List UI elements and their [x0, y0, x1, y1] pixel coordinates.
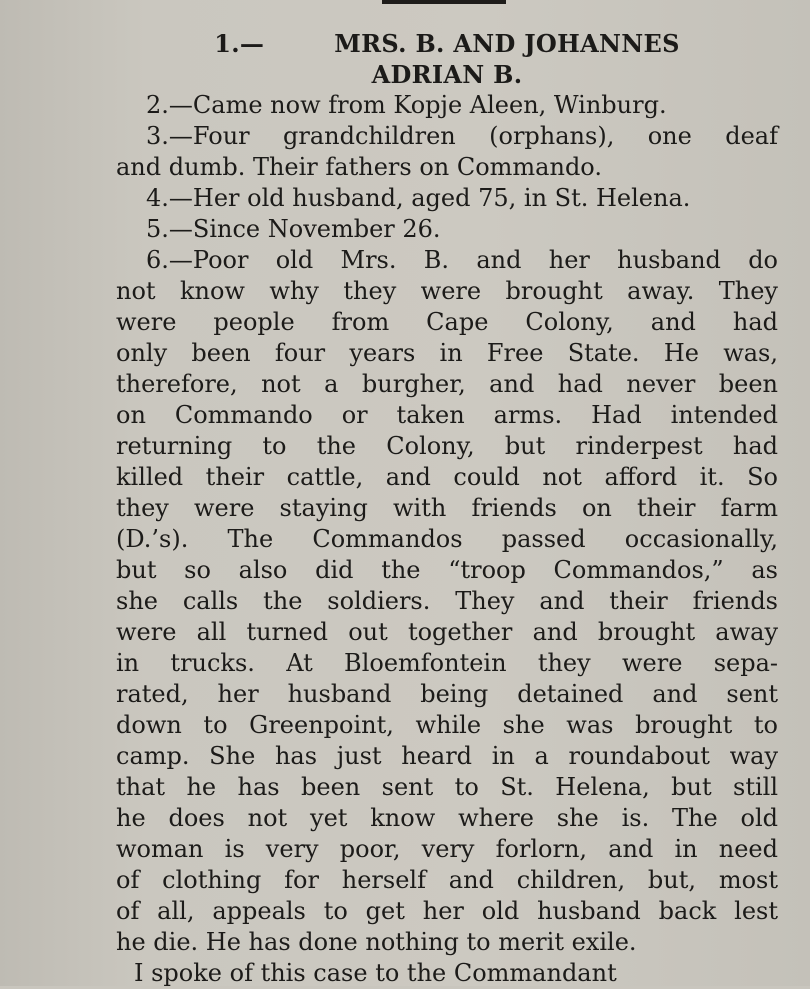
item-3-line-2: and dumb. Their fathers on Commando. [116, 153, 602, 181]
item-5-line: 5.—Since November 26. [146, 215, 441, 243]
entry-title-line-1: MRS. B. AND JOHANNES [334, 29, 680, 58]
item-6-line-5: therefore, not a burgher, and had never been [116, 370, 778, 398]
item-6-line-17: camp. She has just heard in a roundabout way [116, 742, 778, 770]
item-6-line-22: of all, appeals to get her old husband back lest [116, 897, 778, 925]
item-6-line-1: 6.—Poor old Mrs. B. and her husband do [146, 246, 778, 274]
item-6-line-18: that he has been sent to St. Helena, but still [116, 773, 778, 801]
item-6-line-2: not know why they were brought away. They [116, 277, 778, 305]
text-column [116, 28, 778, 987]
item-6-line-6: on Commando or taken arms. Had intended [116, 401, 778, 429]
item-3-line-1: 3.—Four grandchildren (orphans), one deaf [146, 122, 778, 150]
item-6-line-9: they were staying with friends on their farm [116, 494, 778, 522]
item-6-line-4: only been four years in Free State. He was, [116, 339, 778, 367]
item-6-line-15: rated, her husband being detained and sent [116, 680, 778, 708]
item-6-line-8: killed their cattle, and could not afford it. So [116, 463, 778, 491]
item-6-line-16: down to Greenpoint, while she was brought to [116, 711, 778, 739]
item-6-line-23: he die. He has done nothing to merit exile. [116, 928, 637, 956]
top-rule [382, 0, 506, 4]
item-6-line-10: (D.’s). The Commandos passed occasionally, [116, 525, 778, 553]
item-6-line-11: but so also did the “troop Commandos,” as [116, 556, 778, 584]
item-6-line-21: of clothing for herself and children, but, most [116, 866, 778, 894]
item-6-line-13: were all turned out together and brought away [116, 618, 778, 646]
entry-heading [116, 28, 778, 59]
item-6-line-7: returning to the Colony, but rinderpest had [116, 432, 778, 460]
item-2-line: 2.—Came now from Kopje Aleen, Winburg. [146, 91, 667, 119]
item-6-line-12: she calls the soldiers. They and their friends [116, 587, 778, 615]
item-6-line-3: were people from Cape Colony, and had [116, 308, 778, 336]
entry-number: 1.— [214, 29, 265, 58]
item-4-line: 4.—Her old husband, aged 75, in St. Helena. [146, 184, 691, 212]
item-6-line-19: he does not yet know where she is. The old [116, 804, 778, 832]
item-6-line-14: in trucks. At Bloemfontein they were sepa- [116, 649, 778, 677]
item-6-line-20: woman is very poor, very forlorn, and in need [116, 835, 778, 863]
cut-off-line: I spoke of this case to the Commandant [134, 959, 617, 987]
entry-title-line-2: ADRIAN B. [371, 60, 523, 89]
